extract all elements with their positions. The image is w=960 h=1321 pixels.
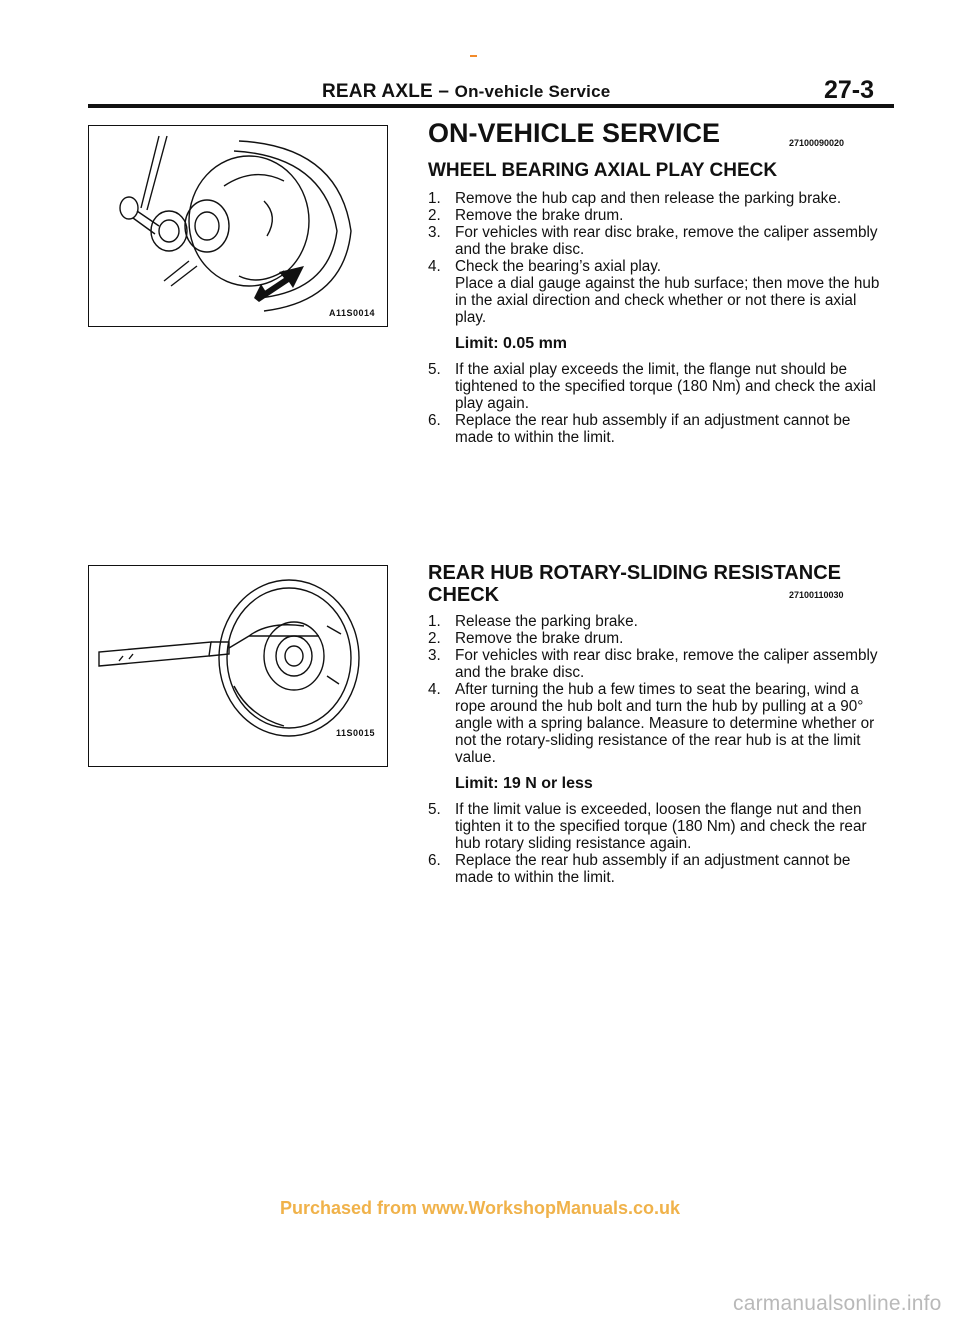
step-text: Remove the brake drum. [455,630,624,647]
procedure-step [428,852,884,886]
step-text: For vehicles with rear disc brake, remove the caliper assembly and the brake disc. [455,647,878,681]
step-text: Release the parking brake. [455,613,638,630]
step-number: 3. [428,224,441,241]
figure-code: 11S0015 [335,728,375,738]
wheel-bearing-procedure [428,190,884,446]
header-section-name: REAR AXLE [322,81,433,102]
section-code: 27100090020 [789,138,845,148]
procedure-step [428,361,884,412]
step-text: Remove the brake drum. [455,207,624,224]
spring-balance-figure [88,565,388,767]
procedure-step [428,224,884,258]
header-separator: – [438,81,450,102]
step-text: Replace the rear hub assembly if an adjustment cannot be made to within the limit. [455,852,851,886]
header-rule [88,104,894,108]
figure-code: A11S0014 [328,308,375,318]
step-text: After turning the hub a few times to seat the bearing, wind a rope around the hub bolt and turn the hub by pulling at a 90° angle with a spring balance. Measure to determine whether or not the rotary-sliding resistance of the rear hub is at the limit value. [455,681,875,766]
section-title: ON-VEHICLE SERVICE [428,118,721,148]
procedure-step [428,647,884,681]
step-number: 4. [428,258,441,275]
wheel-bearing-steps-after [428,361,884,446]
limit-value: Limit: 19 N or less [455,775,593,792]
dial-gauge-illustration [89,126,387,326]
step-number: 5. [428,801,441,818]
limit-value: Limit: 0.05 mm [455,335,568,352]
section-code: 27100110030 [789,590,844,600]
step-number: 4. [428,681,441,698]
purchase-note: Purchased from www.WorkshopManuals.co.uk [279,1198,681,1218]
step-text: If the limit value is exceeded, loosen the flange nut and then tighten it to the specified torque (180 Nm) and check the rear hub rotary sliding resistance again. [455,801,867,852]
wheel-bearing-heading: WHEEL BEARING AXIAL PLAY CHECK [428,160,778,181]
procedure-step [428,412,884,446]
step-number: 3. [428,647,441,664]
site-watermark: carmanualsonline.info [733,1292,942,1315]
step-number: 6. [428,412,441,429]
rotary-sliding-procedure [428,613,884,886]
procedure-step [428,613,884,630]
step-number: 2. [428,630,441,647]
procedure-step [428,258,884,326]
wheel-bearing-steps [428,190,884,326]
step-number: 1. [428,190,441,207]
step-number: 1. [428,613,441,630]
procedure-step [428,207,884,224]
page-number: 27-3 [824,76,875,104]
procedure-step [428,681,884,766]
step-text: For vehicles with rear disc brake, remove the caliper assembly and the brake disc. [455,224,878,258]
step-number: 6. [428,852,441,869]
step-text: Replace the rear hub assembly if an adjustment cannot be made to within the limit. [455,412,851,446]
header-subtitle: On-vehicle Service [454,82,611,101]
page-header-title [322,81,610,103]
heading-line: REAR HUB ROTARY-SLIDING RESISTANCE [428,562,841,584]
decorative-dash [470,55,477,57]
step-text: Remove the hub cap and then release the parking brake. [455,190,842,207]
procedure-step [428,630,884,647]
step-number: 2. [428,207,441,224]
step-text: If the axial play exceeds the limit, the flange nut should be tightened to the specified torque (180 Nm) and check the axial play again. [455,361,876,412]
rotary-sliding-steps [428,613,884,766]
procedure-step [428,190,884,207]
heading-line: CHECK [428,584,500,606]
step-number: 5. [428,361,441,378]
dial-gauge-figure [88,125,388,327]
rotary-sliding-steps-after [428,801,884,886]
step-detail: Place a dial gauge against the hub surface; then move the hub in the axial direction and check whether or not there is axial play. [455,275,880,326]
step-text: Check the bearing’s axial play. [455,258,662,275]
procedure-step [428,801,884,852]
